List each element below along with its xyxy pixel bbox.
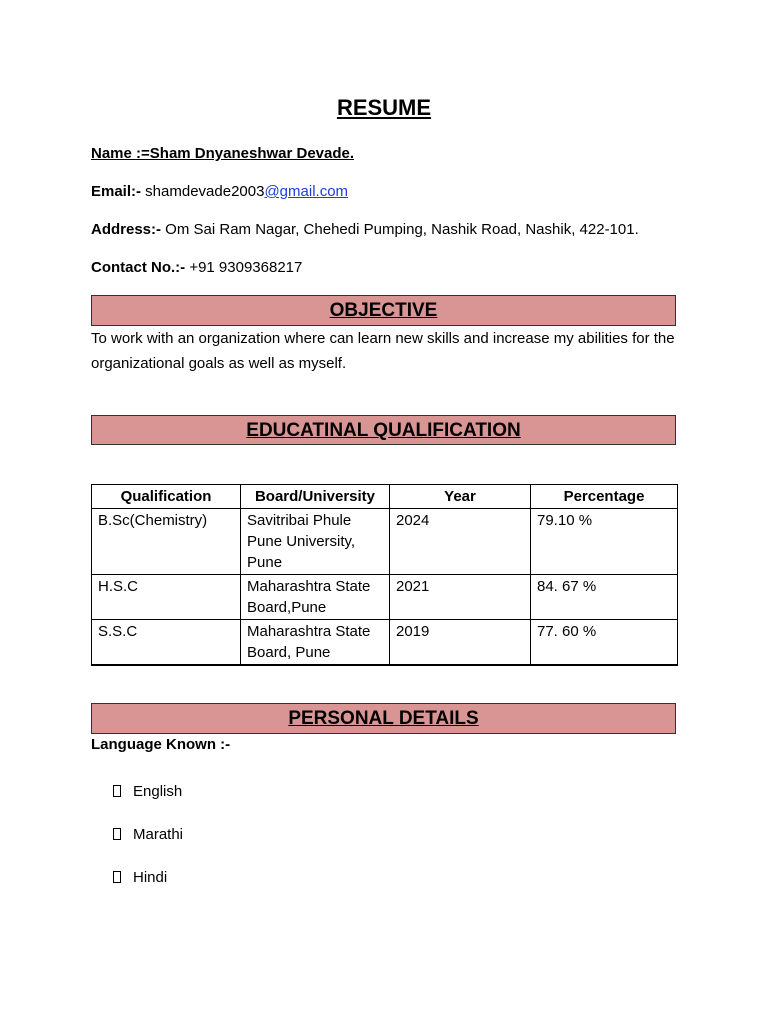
resume-title: RESUME [336, 95, 432, 120]
table-cell: Maharashtra State Board,Pune [241, 575, 390, 620]
table-cell: 79.10 % [531, 509, 678, 575]
checkbox-bullet-icon [113, 785, 121, 797]
table-cell: 2019 [390, 620, 531, 666]
email-link[interactable]: @gmail.com [264, 183, 349, 200]
address-line [91, 221, 639, 238]
table-cell: 2021 [390, 575, 531, 620]
table-row [92, 575, 678, 620]
contact-value: +91 9309368217 [185, 259, 303, 276]
checkbox-bullet-icon [113, 828, 121, 840]
table-cell: Maharashtra State Board, Pune [241, 620, 390, 666]
table-header-row [92, 485, 678, 509]
email-user: shamdevade2003 [141, 183, 265, 200]
objective-heading: OBJECTIVE [91, 295, 676, 326]
table-cell: S.S.C [92, 620, 241, 666]
table-cell: H.S.C [92, 575, 241, 620]
email-line [91, 183, 348, 200]
objective-text: To work with an organization where can learn new skills and increase my abilities for the organizational goals as well as myself. [91, 330, 675, 372]
contact-line [91, 259, 302, 276]
language-label: Hindi [133, 869, 168, 886]
list-item [113, 783, 182, 800]
address-value: Om Sai Ram Nagar, Chehedi Pumping, Nashik Road, Nashik, 422-101. [161, 221, 639, 238]
list-item [113, 869, 167, 886]
column-header: Qualification [92, 485, 241, 509]
address-label: Address:- [91, 221, 162, 238]
education-heading: EDUCATINAL QUALIFICATION [91, 415, 676, 445]
name-line: Name :=Sham Dnyaneshwar Devade. [91, 145, 355, 162]
email-label: Email:- [91, 183, 142, 200]
column-header: Board/University [241, 485, 390, 509]
column-header: Percentage [531, 485, 678, 509]
table-cell: B.Sc(Chemistry) [92, 509, 241, 575]
education-table [91, 484, 678, 666]
language-label: English [133, 783, 183, 800]
table-cell: 2024 [390, 509, 531, 575]
table-row [92, 509, 678, 575]
column-header: Year [390, 485, 531, 509]
list-item [113, 826, 183, 843]
languages-label: Language Known :- [91, 736, 231, 753]
table-cell: 77. 60 % [531, 620, 678, 666]
personal-details-heading: PERSONAL DETAILS [91, 703, 676, 734]
table-cell: 84. 67 % [531, 575, 678, 620]
table-cell: Savitribai Phule Pune University, Pune [241, 509, 390, 575]
table-row [92, 620, 678, 666]
checkbox-bullet-icon [113, 871, 121, 883]
language-label: Marathi [133, 826, 184, 843]
contact-label: Contact No.:- [91, 259, 186, 276]
